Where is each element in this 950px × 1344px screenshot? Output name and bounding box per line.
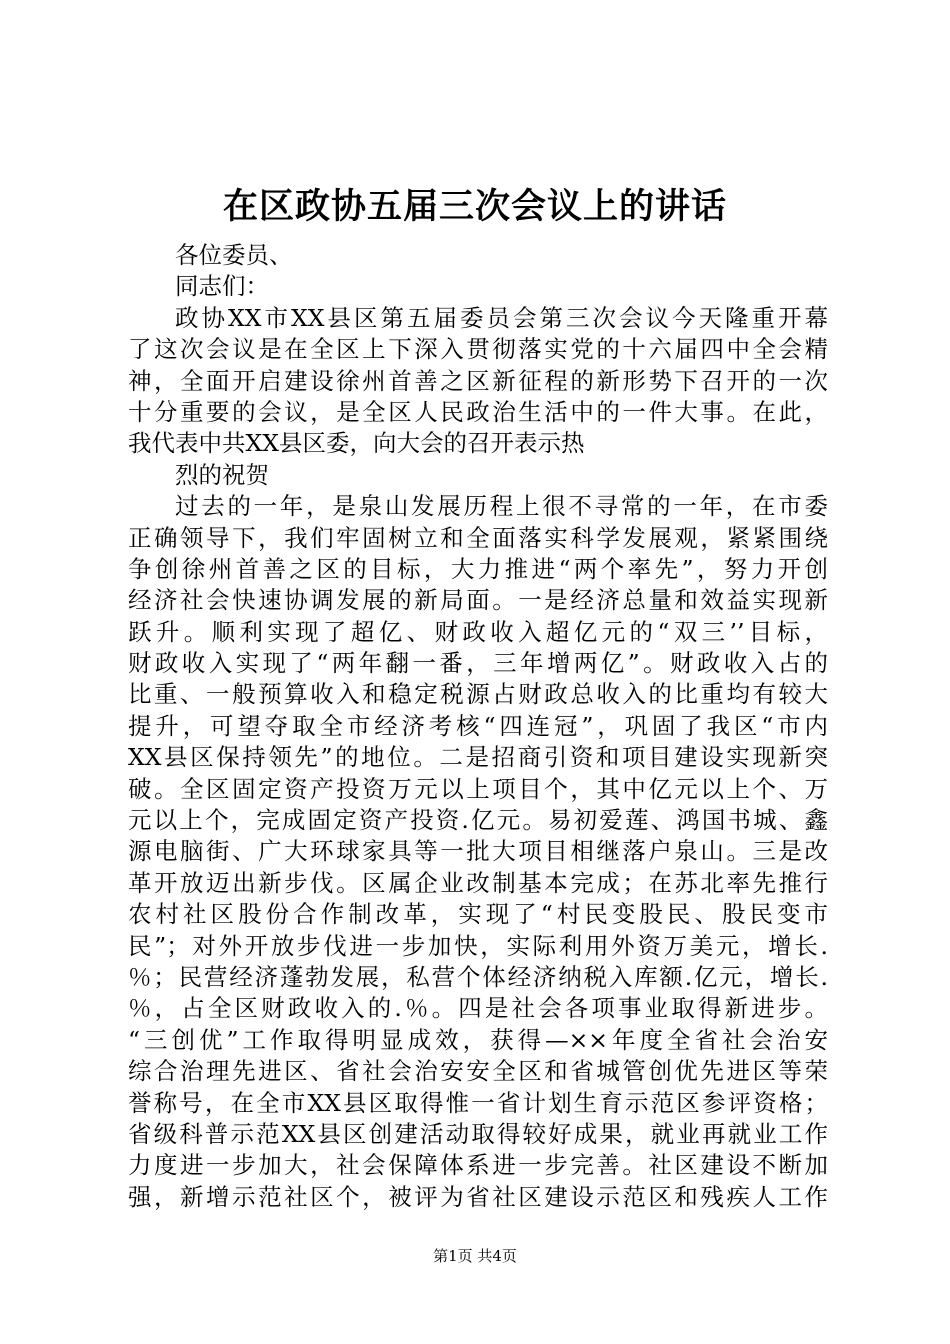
paragraph-line: 争创徐州首善之区的目标，大力推进“两个率先”，努力开创 bbox=[128, 554, 828, 583]
paragraph-line: 省级科普示范XX县区创建活动取得较好成果，就业再就业工作 bbox=[128, 1119, 828, 1148]
paragraph-line: 农村社区股份合作制改革，实现了“村民变股民、股民变市 bbox=[128, 900, 828, 929]
paragraph-line: “三创优”工作取得明显成效，获得—××年度全省社会治安 bbox=[128, 1025, 828, 1054]
greeting-line: 各位委员、 bbox=[175, 241, 293, 269]
greeting-line: 同志们： bbox=[175, 272, 269, 301]
paragraph-line: 经济社会快速协调发展的新局面。一是经济总量和效益实现新 bbox=[128, 586, 828, 615]
paragraph-line: 源电脑街、广大环球家具等一批大项目相继落户泉山。三是改 bbox=[128, 837, 828, 866]
paragraph-line: 综合治理先进区、省社会治安安全区和省城管创优先进区等荣 bbox=[128, 1057, 828, 1086]
paragraph-line: 我代表中共XX县区委，向大会的召开表示热 bbox=[128, 429, 585, 458]
paragraph-line: 过去的一年，是泉山发展历程上很不寻常的一年，在市委 bbox=[175, 492, 828, 521]
paragraph-line: 力度进一步加大，社会保障体系进一步完善。社区建设不断加 bbox=[128, 1151, 828, 1180]
paragraph-line: XX县区保持领先”的地位。二是招商引资和项目建设实现新突 bbox=[128, 743, 828, 772]
paragraph-line: 强，新增示范社区个，被评为省社区建设示范区和残疾人工作 bbox=[128, 1182, 828, 1211]
paragraph-line: 政协XX市XX县区第五届委员会第三次会议今天隆重开幕 bbox=[175, 303, 828, 332]
paragraph-line: 烈的祝贺 bbox=[175, 460, 269, 489]
paragraph-line: 破。全区固定资产投资万元以上项目个，其中亿元以上个、万 bbox=[128, 774, 828, 803]
page-number-footer: 第1页 共4页 bbox=[433, 1247, 517, 1265]
paragraph-line: 元以上个，完成固定资产投资.亿元。易初爱莲、鸿国书城、鑫 bbox=[128, 806, 828, 835]
paragraph-line: 民”；对外开放步伐进一步加快，实际利用外资万美元，增长. bbox=[128, 931, 828, 960]
paragraph-line: ％；民营经济蓬勃发展，私营个体经济纳税入库额.亿元，增长. bbox=[128, 962, 828, 991]
paragraph-line: ％，占全区财政收入的.％。四是社会各项事业取得新进步。 bbox=[128, 994, 828, 1023]
paragraph-line: 正确领导下，我们牢固树立和全面落实科学发展观，紧紧围绕 bbox=[128, 523, 828, 552]
document-title: 在区政协五届三次会议上的讲话 bbox=[222, 186, 727, 227]
paragraph-line: 誉称号，在全市XX县区取得惟一省计划生育示范区参评资格； bbox=[128, 1088, 828, 1117]
paragraph-line: 了这次会议是在全区上下深入贯彻落实党的十六届四中全会精 bbox=[128, 335, 828, 364]
paragraph-line: 比重、一般预算收入和稳定税源占财政总收入的比重均有较大 bbox=[128, 680, 828, 709]
paragraph-line: 革开放迈出新步伐。区属企业改制基本完成；在苏北率先推行 bbox=[128, 868, 828, 897]
paragraph-line: 财政收入实现了“两年翻一番，三年增两亿”。财政收入占的 bbox=[128, 649, 828, 678]
paragraph-line: 神，全面开启建设徐州首善之区新征程的新形势下召开的一次 bbox=[128, 366, 828, 395]
paragraph-line: 跃升。顺利实现了超亿、财政收入超亿元的“双三’’目标， bbox=[128, 617, 828, 646]
document-body bbox=[128, 240, 828, 1213]
paragraph-line: 十分重要的会议，是全区人民政治生活中的一件大事。在此， bbox=[128, 397, 828, 426]
paragraph-line: 提升，可望夺取全市经济考核“四连冠”，巩固了我区“市内 bbox=[128, 711, 828, 740]
